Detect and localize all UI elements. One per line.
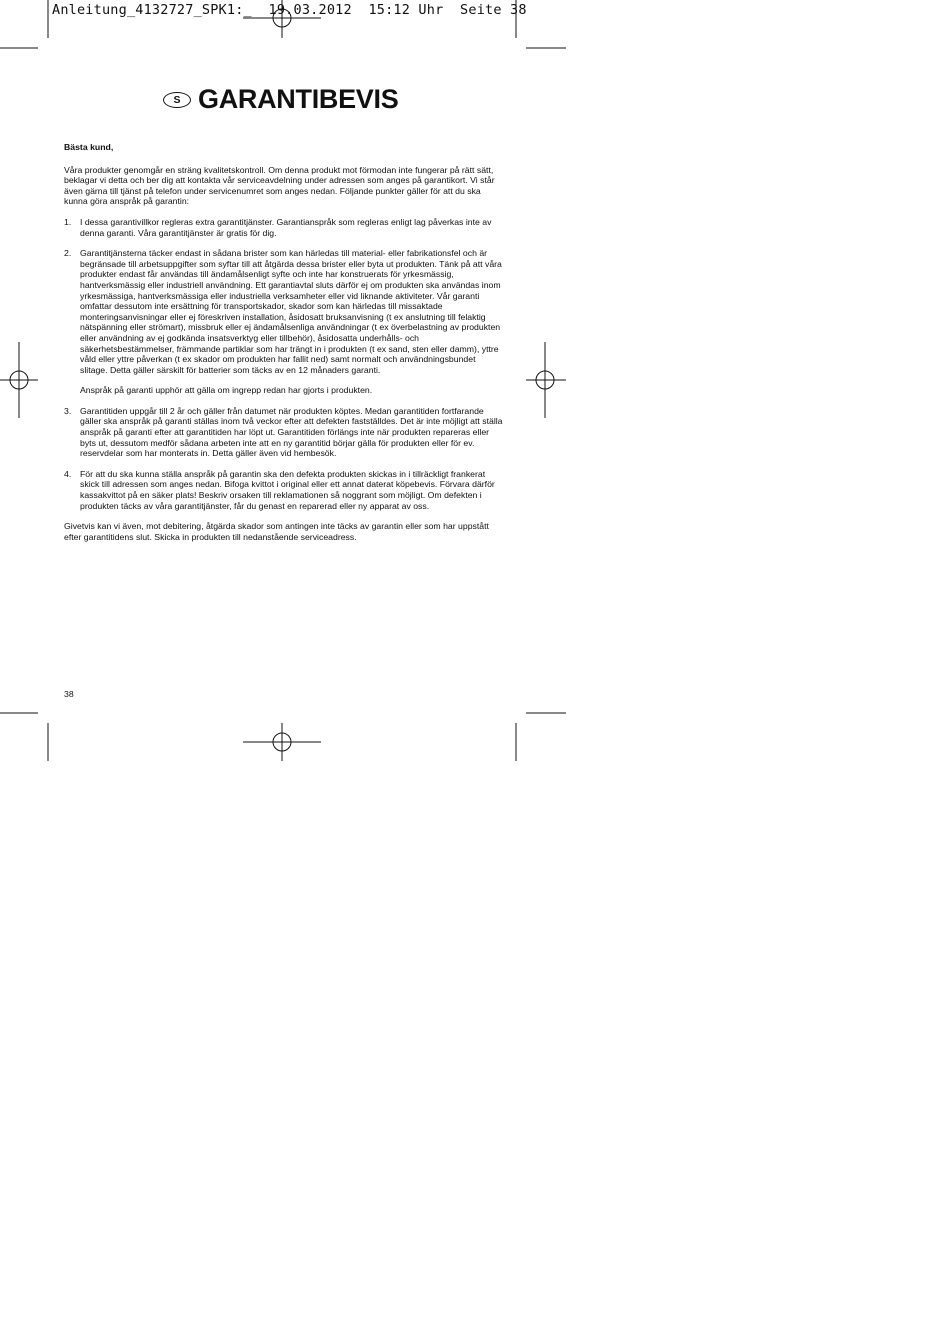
item-number: 1. (64, 216, 72, 227)
page-header (163, 84, 398, 115)
closing-paragraph: Givetvis kan vi även, mot debitering, åtgärda skador som antingen inte täcks av garantin eller som har uppstått efter garantitidens slut. Skicka in produkten till nedanstående serviceadress. (64, 521, 489, 542)
intro-paragraph: Våra produkter genomgår en sträng kvalitetskontroll. Om denna produkt mot förmodan inte fungerar på rätt sätt, beklagar vi detta och ber dig att kontakta vår serviceavdelning under adressen som anges på garantikort. Vi står även gärna till tjänst på telefon under servicenumret som anges nedan. Följande punkter gäller för att du ska kunna göra anspråk på garantin: (64, 164, 495, 207)
page-number: 38 (64, 689, 74, 699)
item-paragraph: För att du ska kunna ställa anspråk på garantin ska den defekta produkten skickas in i tillräckligt frankerat skick till adressen som anges nedan. Bifoga kvittot i original eller ett annat daterat köpebevis. Förvara därför kassakvittot på en säker plats! Beskriv orsaken till reklamationen så noggrant som möjligt. Om defekten i produkten täcks av våra garantitjänster, får du genast en reparerad eller ny apparat av oss. (80, 468, 495, 511)
language-badge: S (163, 92, 191, 108)
page-title: GARANTIBEVIS (198, 84, 399, 114)
print-slug-line: Anleitung_4132727_SPK1:_ 19.03.2012 15:12 Uhr Seite 38 (52, 2, 527, 18)
list-item (64, 406, 504, 459)
item-number: 3. (64, 405, 72, 416)
warranty-text (64, 142, 504, 552)
list-item (64, 469, 504, 511)
item-number: 4. (64, 468, 72, 479)
item-number: 2. (64, 248, 72, 259)
item-paragraph: Garantitiden uppgår till 2 år och gäller från datumet när produkten köptes. Medan garantitiden fortfarande gäller ska anspråk på garanti ställas inom två veckor efter att defekten fastställdes. Det är inte möjligt att ställa anspråk på garanti efter att garantitiden har löpt ut. Garantitiden förlängs inte när produkten repareras eller byts ut, dessutom medför sådana arbeten inte att en ny garantitid börjar gälla för produkten eller för ev. reservdelar som har monterats in. Detta gäller även vid hembesök. (80, 405, 503, 459)
item-paragraph: Anspråk på garanti upphör att gälla om ingrepp redan har gjorts i produkten. (80, 385, 373, 396)
list-item (64, 217, 504, 238)
item-paragraph: Garantitjänsterna täcker endast in sådana brister som kan härledas till material- eller fabrikationsfel och är begränsade till arbetsuppgifter som syftar till att åtgärda dessa brister eller byta ut produkten. Tänk på att våra produkter endast får användas till ändamålsenligt syfte och inte har konstruerats för yrkesmässig, hantverksmässig eller industriell användning. Ett garantiavtal sluts därför ej om produkten ska användas inom yrkesmässiga, hantverksmässiga eller industriella verksamheter eller vid liknande aktiviteter. Vår garanti omfattar dessutom inte ersättning för transportskador, skador som kan härledas till missaktade monteringsanvisningar eller ej föreskriven installation, åsidosatt bruksanvisning (t ex anslutning till felaktig nätspänning eller strömart), missbruk eller ej ändamålsenliga användningar (t ex överbelastning av produkten eller användning av ej godkända insatsverktyg eller tillbehör), åsidosatta underhålls- och säkerhetsbestämmelser, främmande partiklar som har trängt in i produkten (t ex sand, sten eller damm), yttre våld eller yttre påverkan (t ex skador om produkten har fallit ned) samt normalt och användningsbundet slitage. Detta gäller särskilt för batterier som täcks av en 12 månaders garanti. (80, 248, 502, 375)
greeting: Bästa kund, (64, 142, 114, 152)
list-item (64, 248, 504, 396)
item-paragraph: I dessa garantivillkor regleras extra garantitjänster. Garantianspråk som regleras enligt lag påverkas inte av denna garanti. Våra garantitjänster är gratis för dig. (80, 216, 492, 238)
